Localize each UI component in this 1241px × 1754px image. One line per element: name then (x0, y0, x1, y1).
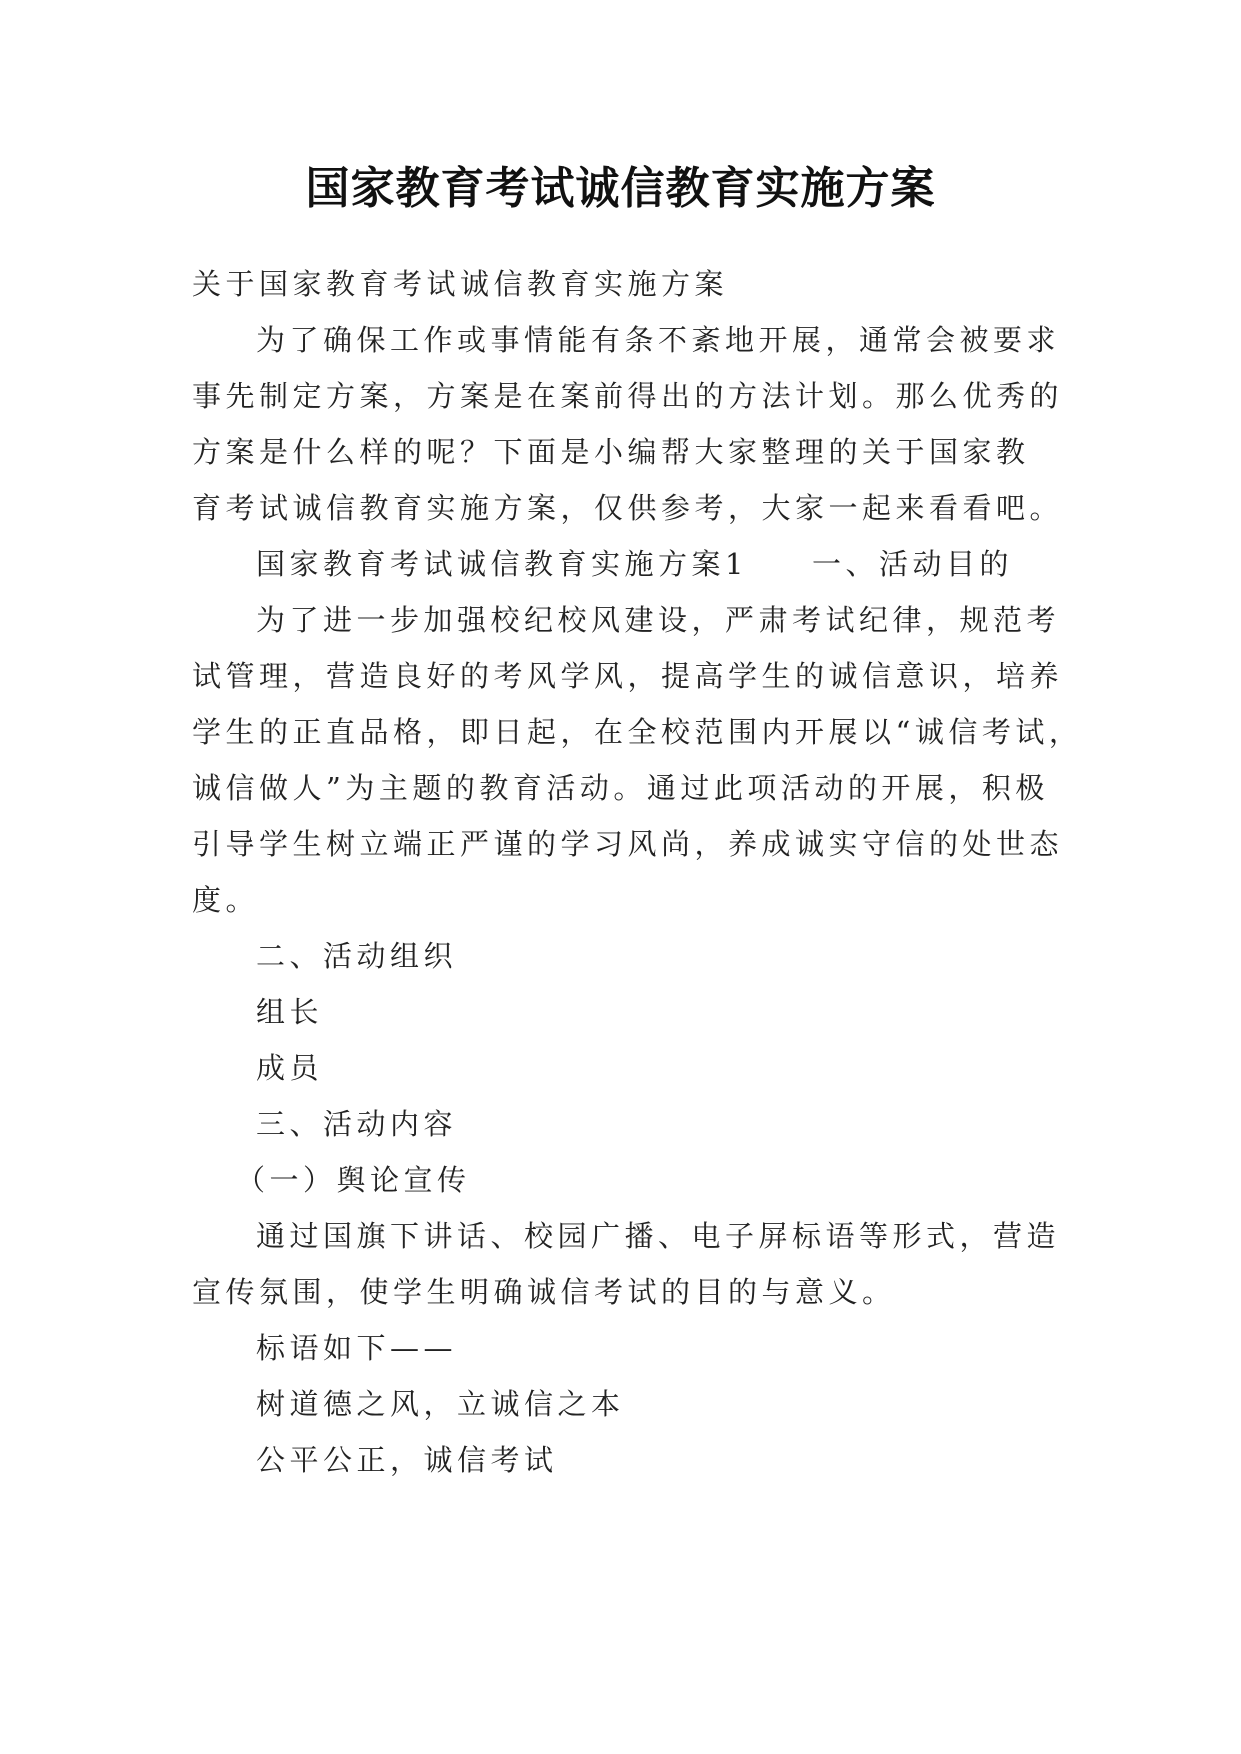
paragraph-line: 学生的正直品格，即日起，在全校范围内开展以“诚信考试， (192, 715, 1083, 749)
intro-line: 育考试诚信教育实施方案，仅供参考，大家一起来看看吧。 (192, 491, 1064, 525)
section2-leader: 组长 (256, 995, 324, 1029)
paragraph-line: 诚信做人”为主题的教育活动。通过此项活动的开展，积极 (192, 771, 1049, 805)
slogan-item: 树道德之风，立诚信之本 (256, 1387, 625, 1421)
intro-line: 事先制定方案，方案是在案前得出的方法计划。那么优秀的 (192, 379, 1064, 413)
document-title: 国家教育考试诚信教育实施方案 (305, 163, 936, 214)
paragraph-line: 引导学生树立端正严谨的学习风尚，养成诚实守信的处世态 (192, 827, 1064, 861)
intro-heading: 关于国家教育考试诚信教育实施方案 (192, 267, 729, 301)
section1-doc-title: 国家教育考试诚信教育实施方案1 (256, 547, 748, 581)
intro-line: 方案是什么样的呢？下面是小编帮大家整理的关于国家教 (192, 435, 1030, 469)
paragraph-line: 试管理，营造良好的考风学风，提高学生的诚信意识，培养 (192, 659, 1064, 693)
section3-heading: 三、活动内容 (256, 1107, 458, 1141)
section1-heading: 一、活动目的 (811, 547, 1013, 581)
paragraph-line: 为了进一步加强校纪校风建设，严肃考试纪律，规范考 (256, 603, 1061, 637)
slogan-item: 公平公正，诚信考试 (256, 1443, 558, 1477)
section2-members: 成员 (256, 1051, 324, 1085)
paragraph-line: 宣传氛围，使学生明确诚信考试的目的与意义。 (192, 1275, 896, 1309)
slogan-intro: 标语如下—— (256, 1331, 458, 1365)
section3-subheading: （一）舆论宣传 (236, 1163, 471, 1197)
paragraph-line: 度。 (192, 883, 260, 917)
section1-heading-line (256, 544, 1013, 584)
section2-heading: 二、活动组织 (256, 939, 458, 973)
paragraph-line: 通过国旗下讲话、校园广播、电子屏标语等形式，营造 (256, 1219, 1061, 1253)
intro-line: 为了确保工作或事情能有条不紊地开展，通常会被要求 (256, 323, 1061, 357)
